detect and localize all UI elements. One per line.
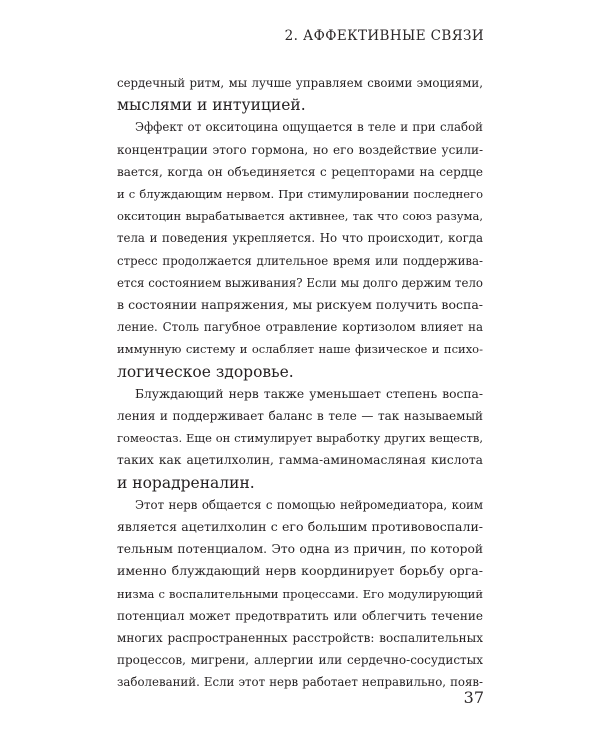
text-line: в состоянии напряжения, мы рискуем получить воспа- [117,297,483,313]
text-line: потенциал может предотвратить или облегчить течение [117,608,483,623]
text-line: является ацетилхолин с его большим противовоспали- [117,519,483,535]
running-head: 2. АФФЕКТИВНЫЕ СВЯЗИ [284,28,484,44]
body-text [117,72,483,694]
text-line: тельным потенциалом. Это одна из причин, по которой [117,542,483,557]
text-line: многих распространенных расстройств: воспалительных [117,631,483,646]
text-line: гомеостаз. Еще он стимулирует выработку других веществ, [117,431,483,446]
text-line: и норадреналин. [117,473,255,492]
text-line: окситоцин вырабатывается активнее, так что союз разума, [117,209,483,224]
text-line: логическое здоровье. [117,362,294,381]
text-line: мыслями и интуицией. [117,96,306,115]
text-line: вается, когда он объединяется с рецепторами на сердце [117,164,483,179]
text-line: иммунную систему и ослабляет наше физическое и психо- [117,342,483,357]
text-line: и с блуждающим нервом. При стимулировании последнего [117,187,483,202]
text-line: заболеваний. Если этот нерв работает неправильно, появ- [117,675,483,690]
paragraph-first-line: Эффект от окситоцина ощущается в теле и при слабой [135,120,483,135]
text-line: тела и поведения укрепляется. Но что происходит, когда [117,231,483,246]
text-line: ление. Столь пагубное отравление кортизолом влияет на [117,320,483,335]
paragraph-first-line: Блуждающий нерв также уменьшает степень воспа- [135,386,483,401]
text-line: таких как ацетилхолин, гамма-аминомасляная кислота [117,453,483,468]
page-number: 37 [463,688,484,707]
text-line: концентрации этого гормона, но его воздействие усили- [117,142,483,157]
text-line: сердечный ритм, мы лучше управляем своими эмоциями, [117,76,483,90]
text-line: процессов, мигрени, аллергии или сердечно-сосудистых [117,653,483,668]
text-line: именно блуждающий нерв координирует борьбу орга- [117,563,483,579]
paragraph-first-line: Этот нерв общается с помощью нейромедиатора, коим [135,497,483,512]
text-line: ется состоянием выживания? Если мы долго держим тело [117,275,483,290]
text-line: ления и поддерживает баланс в теле — так называемый [117,409,483,424]
text-line: низма с воспалительными процессами. Его модулирующий [117,586,483,601]
text-line: стресс продолжается длительное время или поддержива- [117,253,483,268]
